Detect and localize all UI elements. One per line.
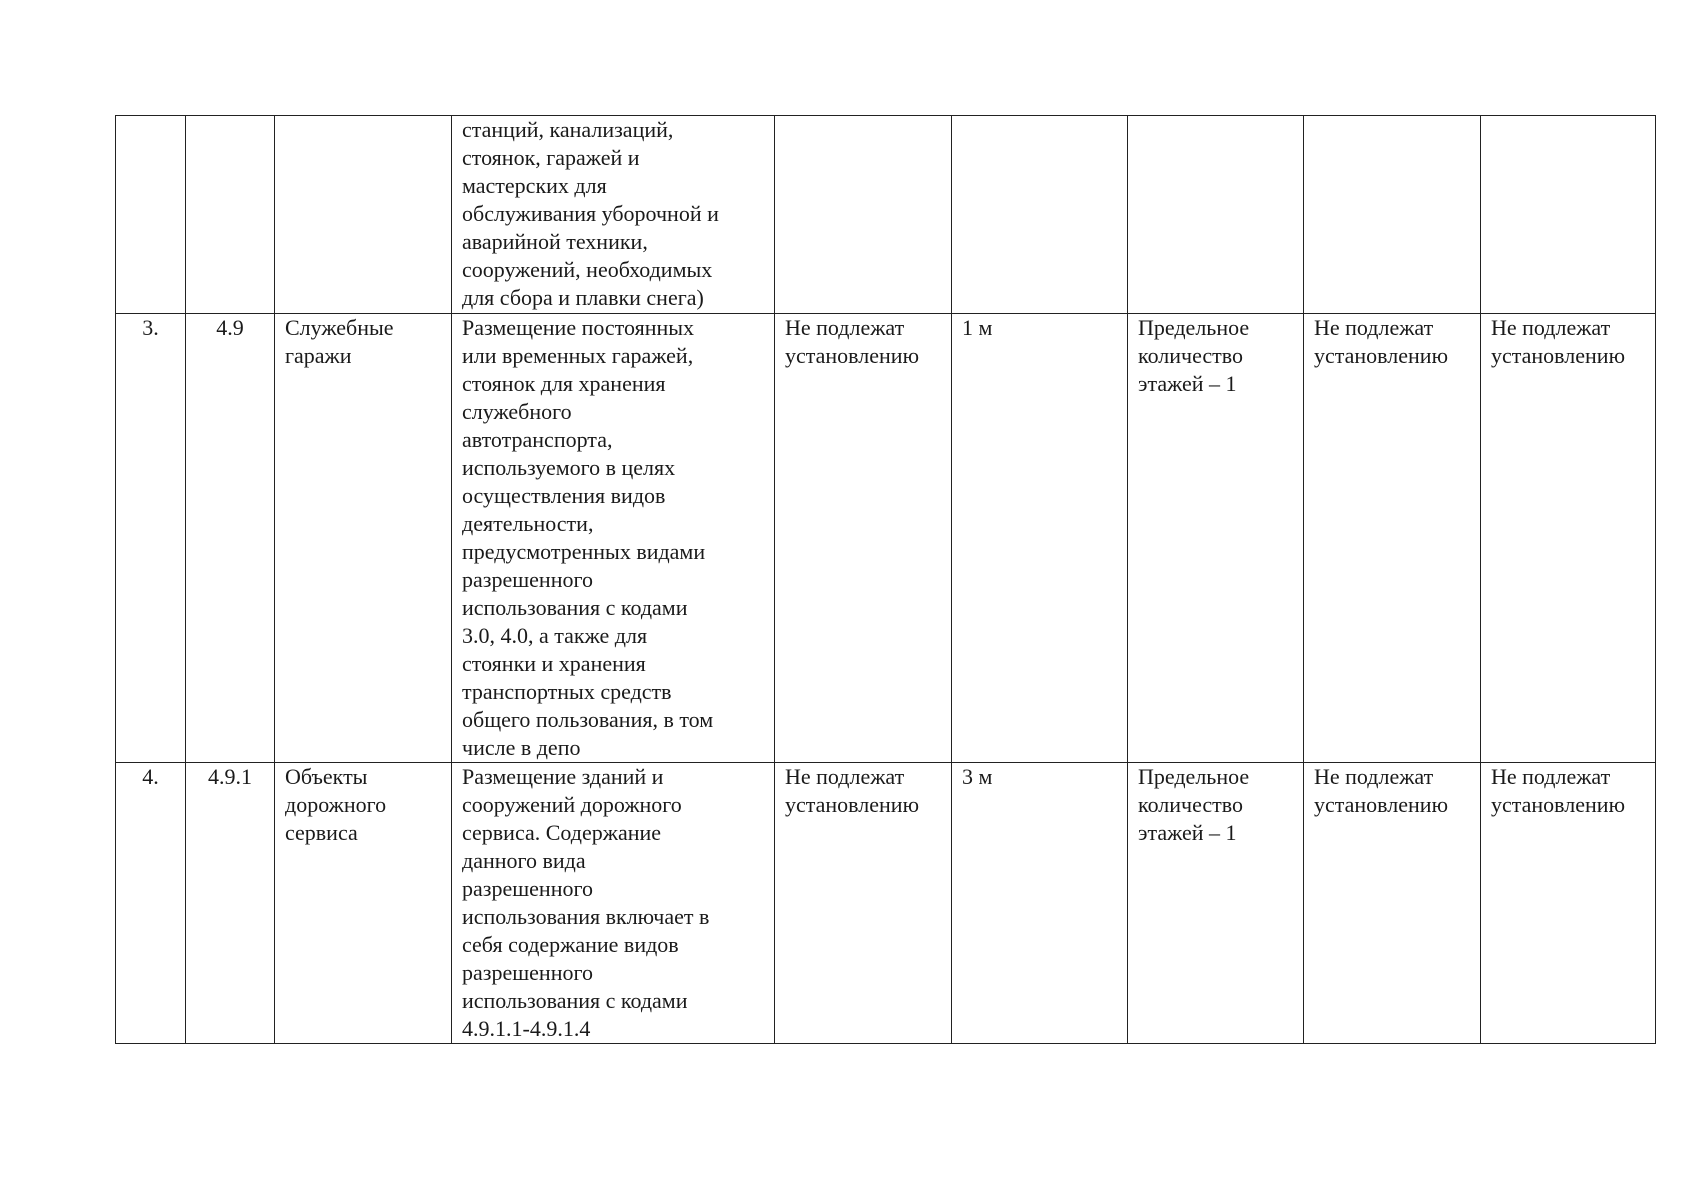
- cell-col9: Не подлежат установлению: [1481, 763, 1656, 1044]
- cell-number: 3.: [116, 314, 186, 763]
- cell-name: Служебные гаражи: [275, 314, 452, 763]
- cell-col6: [952, 116, 1128, 314]
- cell-code: [186, 116, 275, 314]
- cell-name: [275, 116, 452, 314]
- cell-description: Размещение зданий и сооружений дорожного сервиса. Содержание данного вида разрешенного использования включает в себя содержание видов разрешенного использования с кодами 4.9.1.1-4.9.1.4: [452, 763, 775, 1044]
- cell-col7: Предельное количество этажей – 1: [1128, 314, 1304, 763]
- table-row: [116, 763, 1656, 1044]
- cell-code: 4.9: [186, 314, 275, 763]
- cell-col7: [1128, 116, 1304, 314]
- cell-col9: Не подлежат установлению: [1481, 314, 1656, 763]
- cell-col7: Предельное количество этажей – 1: [1128, 763, 1304, 1044]
- land-use-table: [115, 115, 1656, 1044]
- cell-number: [116, 116, 186, 314]
- cell-col8: Не подлежат установлению: [1304, 763, 1481, 1044]
- table-row: [116, 116, 1656, 314]
- cell-col6: 3 м: [952, 763, 1128, 1044]
- cell-col9: [1481, 116, 1656, 314]
- cell-col5: Не подлежат установлению: [775, 314, 952, 763]
- cell-code: 4.9.1: [186, 763, 275, 1044]
- cell-description: станций, канализаций, стоянок, гаражей и мастерских для обслуживания уборочной и аварийной техники, сооружений, необходимых для сбора и плавки снега): [452, 116, 775, 314]
- cell-col8: [1304, 116, 1481, 314]
- cell-col8: Не подлежат установлению: [1304, 314, 1481, 763]
- table-row: [116, 314, 1656, 763]
- cell-col5: [775, 116, 952, 314]
- cell-description: Размещение постоянных или временных гаражей, стоянок для хранения служебного автотранспорта, используемого в целях осуществления видов деятельности, предусмотренных видами разрешенного использования с кодами 3.0, 4.0, а также для стоянки и хранения транспортных средств общего пользования, в том числе в депо: [452, 314, 775, 763]
- cell-col5: Не подлежат установлению: [775, 763, 952, 1044]
- cell-col6: 1 м: [952, 314, 1128, 763]
- cell-name: Объекты дорожного сервиса: [275, 763, 452, 1044]
- cell-number: 4.: [116, 763, 186, 1044]
